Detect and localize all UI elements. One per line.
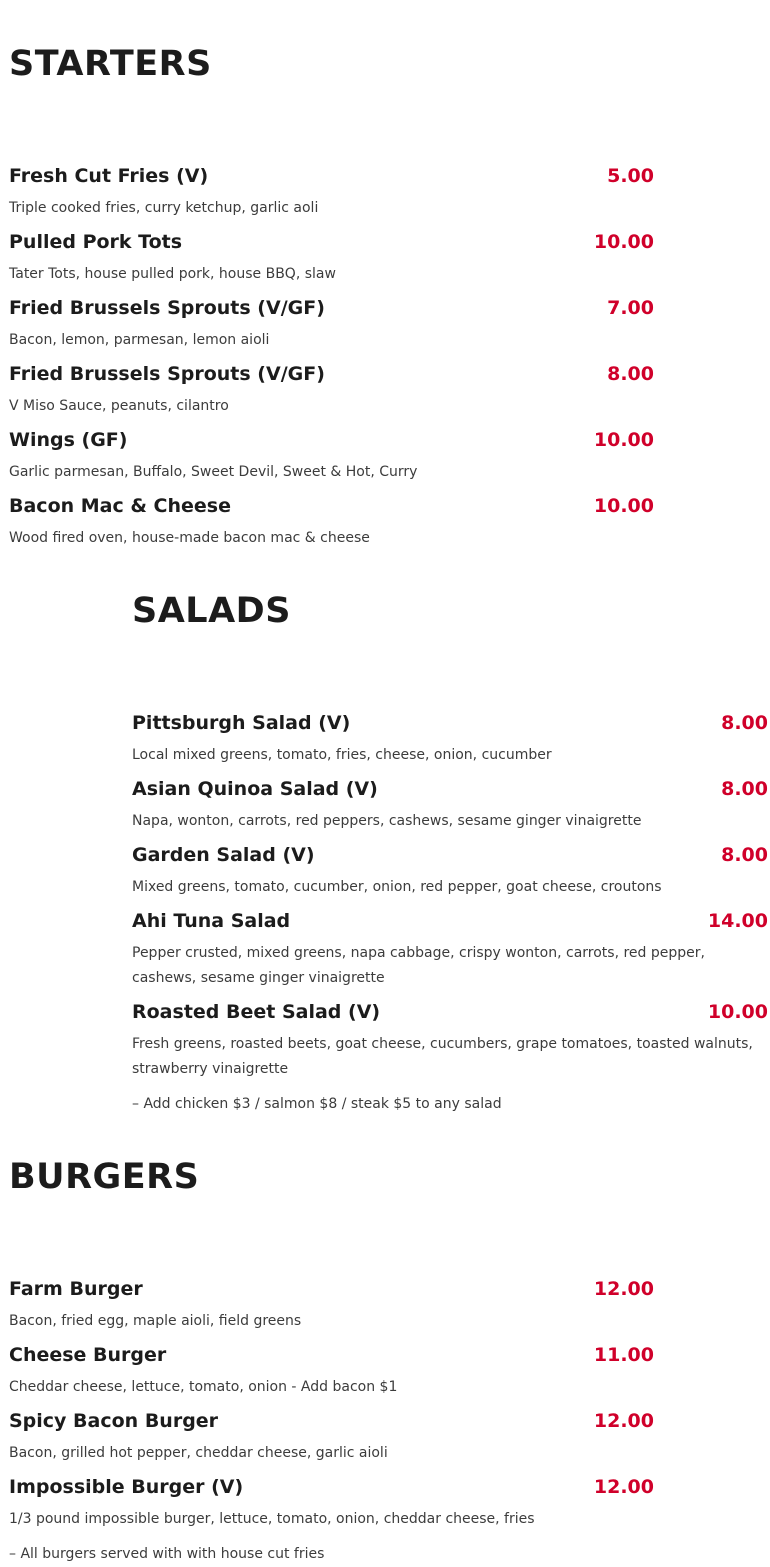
item-price: 8.00 bbox=[721, 778, 768, 800]
menu-item bbox=[132, 710, 768, 738]
menu-item bbox=[132, 776, 768, 804]
salads-section bbox=[132, 591, 768, 1112]
item-price: 7.00 bbox=[607, 297, 654, 319]
item-name: Bacon Mac & Cheese bbox=[9, 495, 231, 517]
menu-item bbox=[9, 1408, 654, 1436]
item-description: Bacon, lemon, parmesan, lemon aioli bbox=[9, 332, 270, 348]
item-name: Fried Brussels Sprouts (V/GF) bbox=[9, 297, 325, 319]
menu-item bbox=[9, 1474, 654, 1502]
starters-section bbox=[9, 44, 654, 546]
menu-item bbox=[9, 229, 654, 257]
salads-title: SALADS bbox=[132, 591, 291, 631]
item-name: Pittsburgh Salad (V) bbox=[132, 712, 351, 734]
menu-item bbox=[9, 427, 654, 455]
item-name: Asian Quinoa Salad (V) bbox=[132, 778, 378, 800]
item-description: Bacon, grilled hot pepper, cheddar cheese, garlic aioli bbox=[9, 1445, 388, 1461]
burgers-note: – All burgers served with with house cut fries bbox=[9, 1546, 325, 1562]
burgers-title: BURGERS bbox=[9, 1157, 200, 1197]
item-price: 14.00 bbox=[707, 910, 768, 932]
menu-item bbox=[9, 1342, 654, 1370]
item-price: 8.00 bbox=[607, 363, 654, 385]
item-description: Cheddar cheese, lettuce, tomato, onion - Add bacon $1 bbox=[9, 1379, 398, 1395]
item-name: Garden Salad (V) bbox=[132, 844, 315, 866]
item-description: Wood fired oven, house-made bacon mac & cheese bbox=[9, 530, 370, 546]
menu-item bbox=[132, 842, 768, 870]
menu-item bbox=[9, 163, 654, 191]
item-name: Impossible Burger (V) bbox=[9, 1476, 244, 1498]
menu-item bbox=[9, 493, 654, 521]
item-description: V Miso Sauce, peanuts, cilantro bbox=[9, 398, 229, 414]
item-description: Garlic parmesan, Buffalo, Sweet Devil, Sweet & Hot, Curry bbox=[9, 464, 418, 480]
salads-note: – Add chicken $3 / salmon $8 / steak $5 to any salad bbox=[132, 1096, 502, 1112]
item-description: Napa, wonton, carrots, red peppers, cashews, sesame ginger vinaigrette bbox=[132, 813, 642, 829]
item-price: 10.00 bbox=[593, 429, 654, 451]
item-name: Ahi Tuna Salad bbox=[132, 910, 291, 932]
item-description: Triple cooked fries, curry ketchup, garlic aoli bbox=[9, 200, 319, 216]
item-name: Fresh Cut Fries (V) bbox=[9, 165, 209, 187]
menu-item bbox=[9, 295, 654, 323]
item-description: Pepper crusted, mixed greens, napa cabbage, crispy wonton, carrots, red pepper, cashews, sesame ginger vinaigrette bbox=[132, 945, 705, 986]
item-description: Mixed greens, tomato, cucumber, onion, red pepper, goat cheese, croutons bbox=[132, 879, 662, 895]
menu-item bbox=[9, 1276, 654, 1304]
item-price: 12.00 bbox=[593, 1410, 654, 1432]
item-name: Roasted Beet Salad (V) bbox=[132, 1001, 381, 1023]
item-name: Farm Burger bbox=[9, 1278, 143, 1300]
item-price: 10.00 bbox=[593, 231, 654, 253]
item-price: 10.00 bbox=[593, 495, 654, 517]
item-name: Wings (GF) bbox=[9, 429, 128, 451]
menu-item bbox=[132, 999, 768, 1027]
item-name: Spicy Bacon Burger bbox=[9, 1410, 219, 1432]
menu-item bbox=[9, 361, 654, 389]
item-price: 11.00 bbox=[593, 1344, 654, 1366]
item-name: Cheese Burger bbox=[9, 1344, 167, 1366]
item-description: 1/3 pound impossible burger, lettuce, tomato, onion, cheddar cheese, fries bbox=[9, 1511, 535, 1527]
burgers-section bbox=[9, 1157, 654, 1562]
item-price: 12.00 bbox=[593, 1476, 654, 1498]
item-description: Tater Tots, house pulled pork, house BBQ, slaw bbox=[9, 266, 336, 282]
item-price: 8.00 bbox=[721, 712, 768, 734]
item-price: 5.00 bbox=[607, 165, 654, 187]
item-name: Pulled Pork Tots bbox=[9, 231, 183, 253]
item-description: Fresh greens, roasted beets, goat cheese, cucumbers, grape tomatoes, toasted walnuts, strawberry vinaigrette bbox=[132, 1036, 753, 1077]
item-price: 10.00 bbox=[707, 1001, 768, 1023]
menu-item bbox=[132, 908, 768, 936]
item-price: 12.00 bbox=[593, 1278, 654, 1300]
item-description: Bacon, fried egg, maple aioli, field greens bbox=[9, 1313, 302, 1329]
item-name: Fried Brussels Sprouts (V/GF) bbox=[9, 363, 325, 385]
starters-title: STARTERS bbox=[9, 44, 212, 84]
item-description: Local mixed greens, tomato, fries, cheese, onion, cucumber bbox=[132, 747, 552, 763]
item-price: 8.00 bbox=[721, 844, 768, 866]
